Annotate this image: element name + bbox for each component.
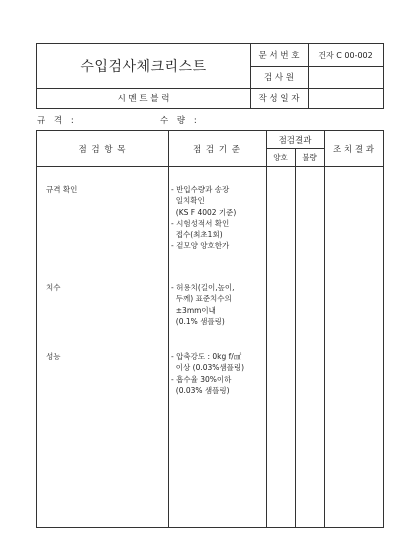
date-value[interactable] — [308, 88, 383, 108]
document-title: 수입검사체크리스트 — [80, 59, 207, 75]
column-header-action: 조 치 결 과 — [333, 144, 374, 155]
column-header-result: 점검결과 — [278, 135, 312, 146]
criteria-line: - 시험성적서 확인 — [171, 218, 230, 228]
divider — [295, 148, 296, 527]
doc-number-label: 문 서 번 호 — [258, 51, 300, 61]
inspection-item: 성능 — [46, 352, 61, 361]
inspection-table — [36, 130, 384, 528]
column-header-good: 양호 — [273, 152, 288, 162]
divider — [37, 166, 383, 167]
criteria-line: ±3mm이내 — [171, 305, 216, 315]
quantity-label: 수 량 : — [160, 116, 200, 126]
header-table — [36, 43, 384, 109]
criteria-line: - 압축강도 : 0kg f/㎠ — [171, 352, 242, 361]
criteria-line: (0.1% 샘플링) — [171, 316, 225, 326]
criteria-line: (0.03% 샘플링) — [171, 385, 230, 395]
date-label: 작 성 일 자 — [258, 94, 300, 104]
criteria-line: - 허용치(길이,높이, — [171, 283, 235, 292]
criteria-line: 두께) 표준치수의 — [171, 294, 232, 304]
criteria-line: 일치확인 — [171, 196, 205, 206]
inspector-label: 검 사 원 — [263, 73, 295, 83]
criteria-line: - 반입수량과 송장 — [171, 185, 230, 194]
spec-label: 규 격 : — [37, 116, 77, 126]
inspection-item: 치수 — [46, 283, 61, 292]
column-header-criteria: 점 검 기 준 — [193, 144, 241, 155]
criteria-line: - 겉모양 양호한가 — [171, 241, 230, 251]
column-header-bad: 불량 — [302, 152, 317, 162]
criteria-line: - 흡수율 30%이하 — [171, 374, 232, 384]
doc-number-value: 건자 C 00-002 — [318, 50, 373, 60]
inspection-item: 규격 확인 — [46, 185, 78, 194]
inspection-criteria — [171, 282, 235, 327]
inspection-criteria — [171, 351, 244, 396]
material-name: 시 멘 트 블 럭 — [117, 94, 170, 104]
divider — [168, 131, 169, 527]
inspection-criteria — [171, 184, 236, 252]
column-header-item: 점 검 항 목 — [78, 144, 127, 155]
criteria-line: (KS F 4002 기준) — [171, 207, 237, 217]
divider — [324, 131, 325, 527]
inspector-value[interactable] — [308, 66, 383, 88]
criteria-line: 접수(최초1회) — [171, 230, 223, 240]
divider — [266, 131, 267, 527]
criteria-line: 이상 (0.03%샘플링) — [171, 363, 245, 373]
